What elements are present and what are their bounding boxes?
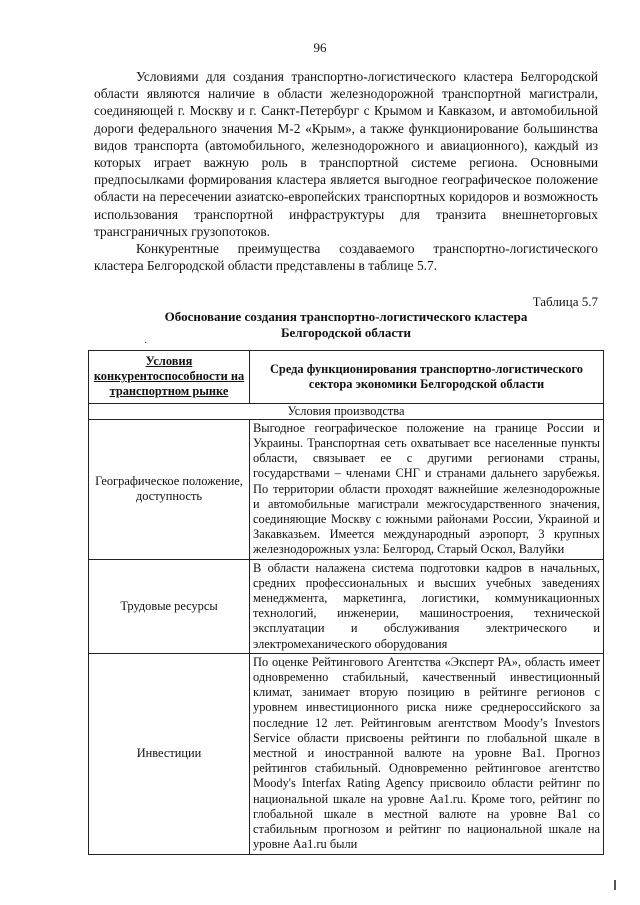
table-section-row: [89, 403, 604, 419]
table-header-row: [89, 351, 604, 404]
header-environment: Среда функционирования транспортно-логистического сектора экономики Белгородской области: [250, 351, 604, 404]
scan-mark: [614, 880, 616, 890]
competitiveness-table: [88, 350, 604, 855]
description-labor: В области налажена система подготовки кадров в начальных, средних профессиональных и высших учебных заведениях менеджмента, маркетинга, логистики, коммуникационных технологий, инженерии, машиностроения, технической эксплуатации и обслуживания электрического и электромеханического оборудования: [250, 559, 604, 653]
condition-investments: Инвестиции: [89, 653, 250, 854]
condition-labor: Трудовые ресурсы: [89, 559, 250, 653]
table-title-line2: Белгородской области: [280, 325, 412, 340]
section-production-conditions: Условия производства: [89, 403, 604, 419]
description-geography: Выгодное географическое положение на границе России и Украины. Транспортная сеть охватывает все населенные пункты области, связывает ее с другими регионами страны, государствами – членами СНГ и странами дальнего зарубежья. По территории области проходят важнейшие железнодорожные и автомобильные магистрали межгосударственного значения, соединяющие Москву с южными районами России, Украиной и Закавказьем. Имеется международный аэропорт, 3 крупных железнодорожных узла: Белгород, Старый Оскол, Валуйки: [250, 419, 604, 559]
page-number: 96: [313, 40, 327, 55]
table-title-line1: Обоснование создания транспортно-логистического кластера: [164, 309, 528, 324]
header-conditions: Условия конкурентоспособности на транспортном рынке: [89, 351, 250, 404]
body-text: [94, 68, 598, 274]
paragraph-conditions: Условиями для создания транспортно-логистического кластера Белгородской области являются наличие в области железнодорожной транспортной магистрали, соединяющей г. Москву и г. Санкт-Петербург с Крымом и Кавказом, и автомобильной дороги федерального значения М-2 «Крым», а также функционирование большинства видов транспорта (автомобильного, железнодорожного и авиационного), каждый из которых играет важную роль в транспортной системе региона. Основными предпосылками формирования кластера является выгодное географическое положение области на пересечении азиатско-европейских транспортных коридоров и возможность использования транспортной инфраструктуры для транзита внешнеторговых трансграничных грузопотоков.: [94, 69, 598, 239]
table-row: [89, 419, 604, 559]
table-row: [89, 559, 604, 653]
table-title: [94, 309, 598, 341]
table-label: Таблица 5.7: [532, 294, 598, 309]
condition-geography: Географическое положение, доступность: [89, 419, 250, 559]
stray-mark: ·: [144, 338, 148, 349]
description-investments: По оценке Рейтингового Агентства «Эксперт РА», область имеет одновременно стабильный, качественный инвестиционный климат, занимает вторую позицию в рейтинге регионов с уровнем инвестиционного риска ниже среднероссийского за последние 12 лет. Рейтинговым агентством Moody’s Investors Service области присвоены рейтинги по глобальной шкале в местной и иностранной валюте на уровне Ba1. Прогноз рейтингов стабильный. Одновременно рейтинговое агентство Moody's Interfax Rating Agency присвоило области рейтинг по национальной шкале на уровне Aa1.ru. Кроме того, рейтинг по глобальной шкале в местной валюте на уровне Ba1 со стабильным прогнозом и рейтинг по национальной шкале на уровне Aa1.ru были: [250, 653, 604, 854]
paragraph-advantages: Конкурентные преимущества создаваемого транспортно-логистического кластера Белгородской области представлены в таблице 5.7.: [94, 241, 598, 274]
table-row: [89, 653, 604, 854]
